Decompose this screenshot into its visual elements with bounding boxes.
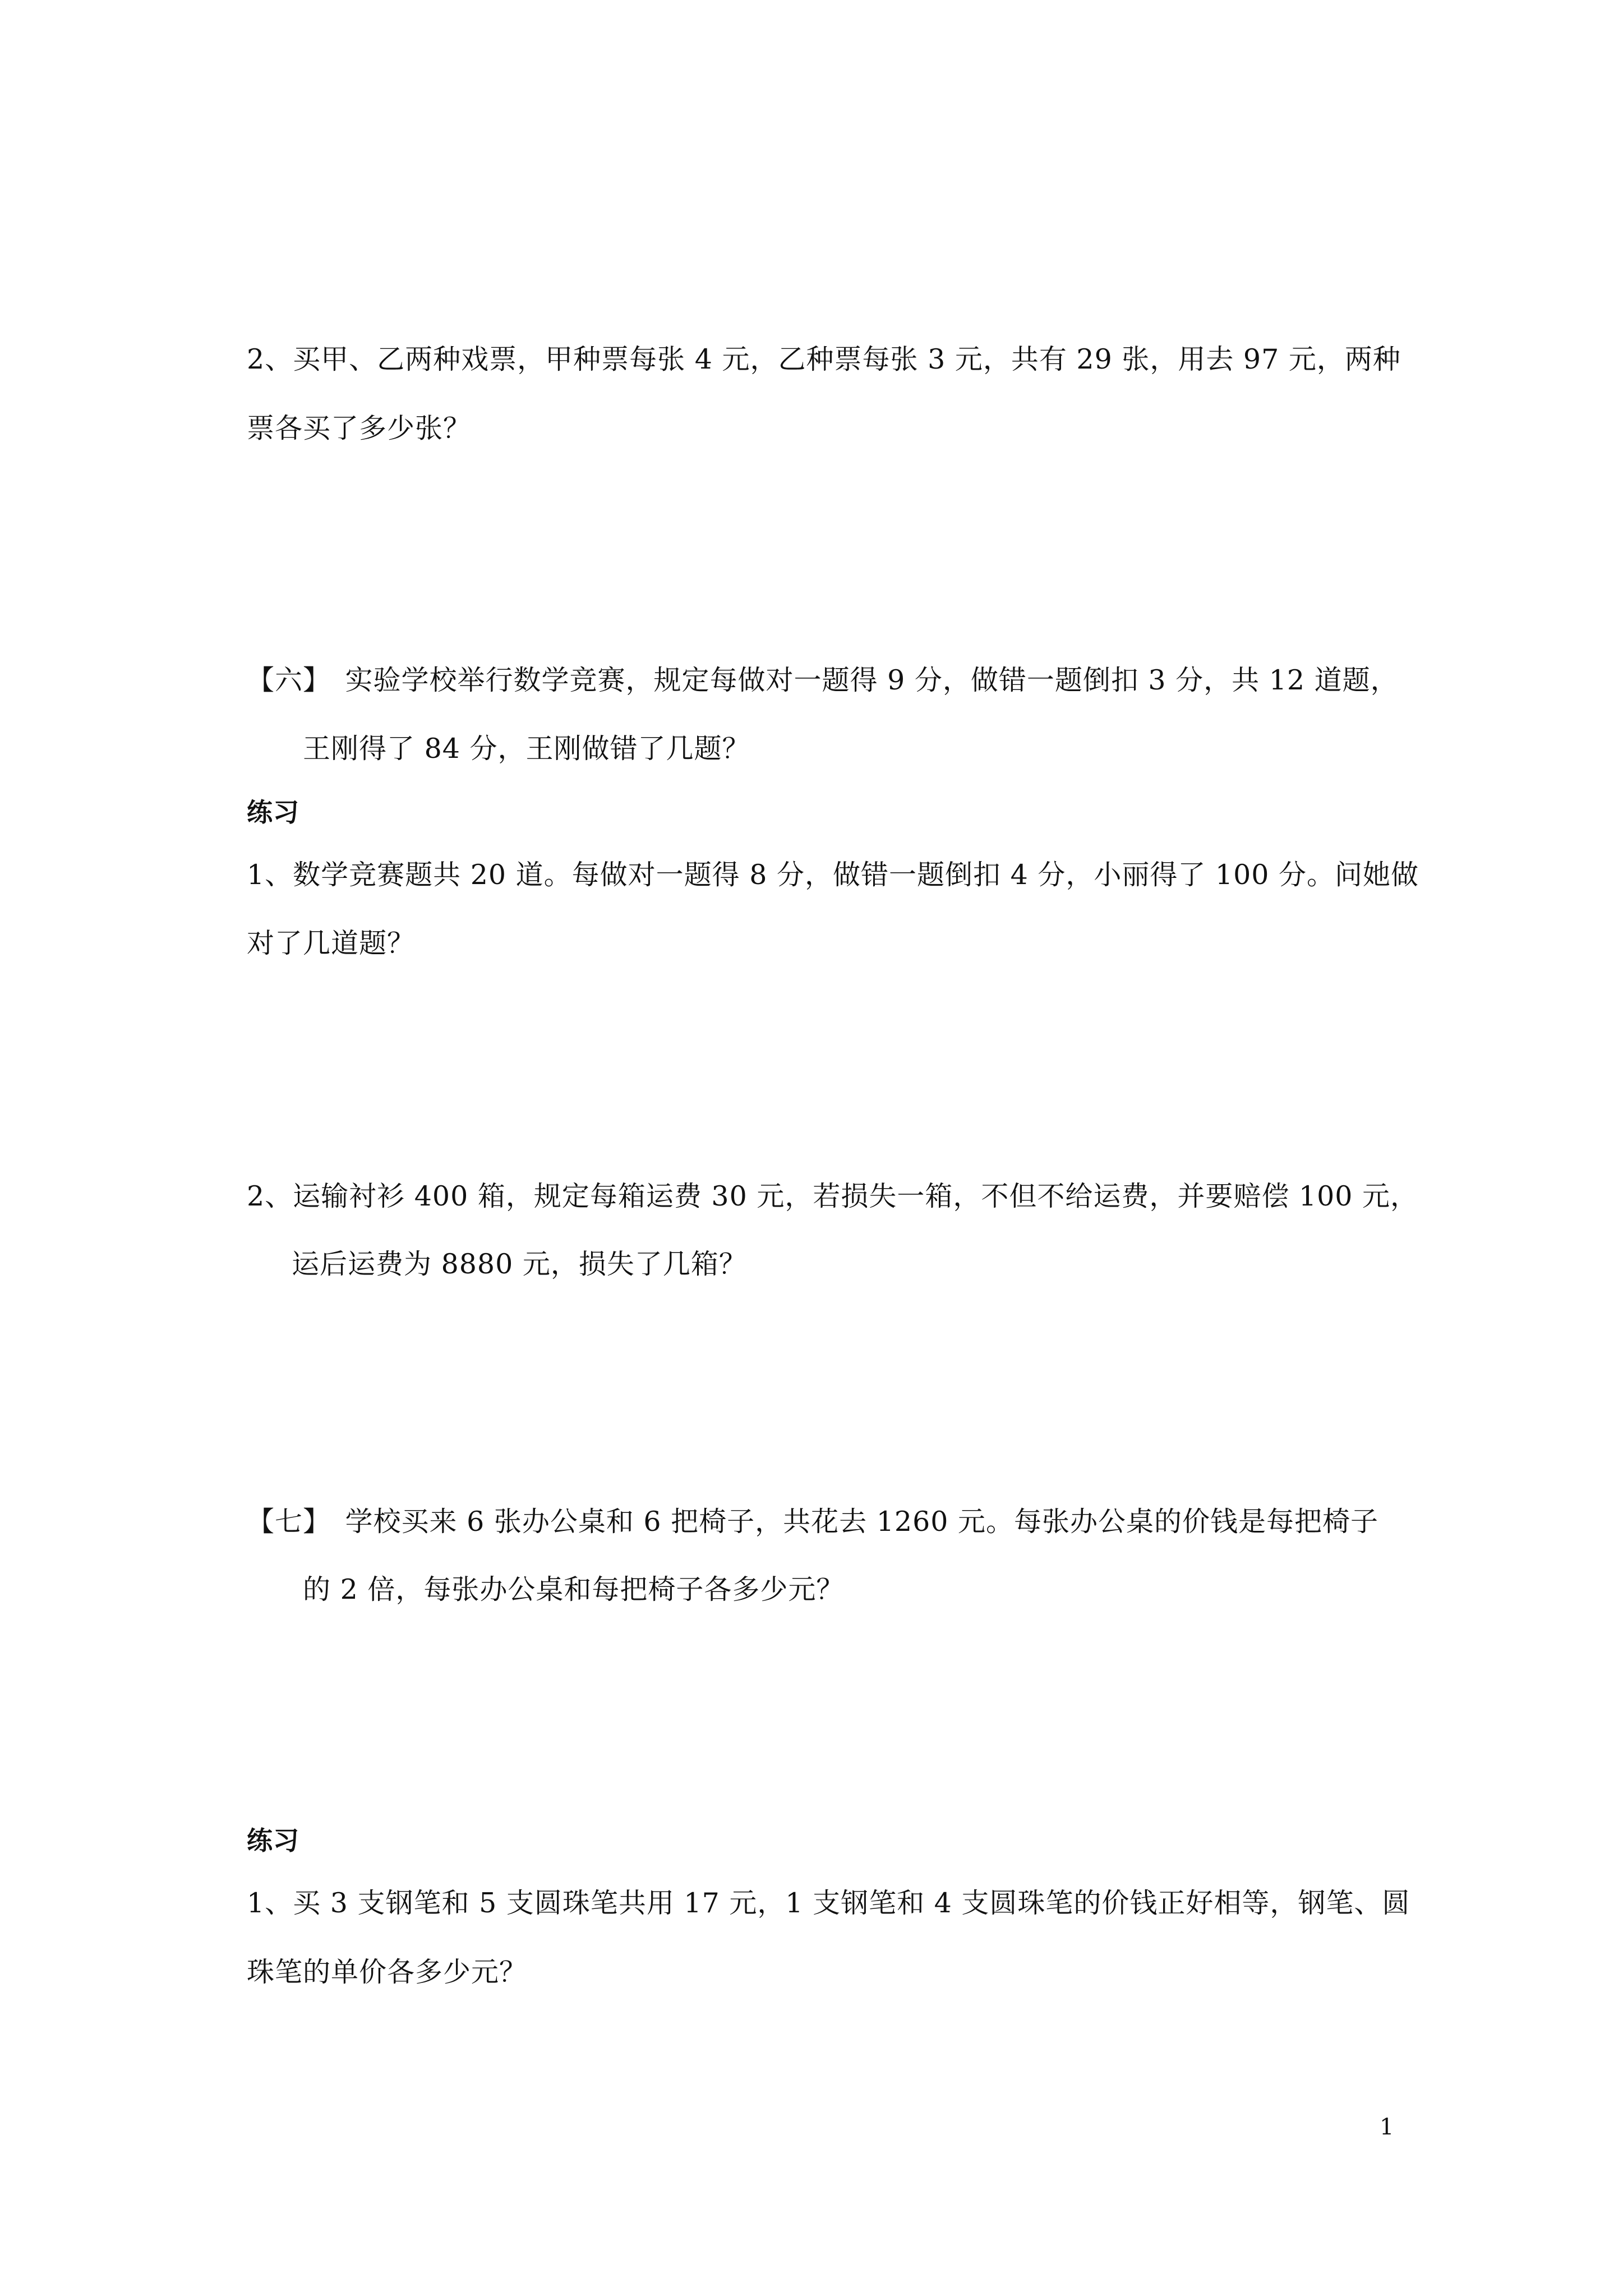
practice-6-q2-line-2: 运后运费为 8880 元，损失了几箱？ xyxy=(292,1248,747,1280)
problem-2-line-2: 票各买了多少张？ xyxy=(247,412,472,444)
practice-heading-2: 练习 xyxy=(247,1825,299,1856)
example-6-line-2: 王刚得了 84 分，王刚做错了几题？ xyxy=(303,733,750,765)
example-6-line-1: 【六】 实验学校举行数学竞赛，规定每做对一题得 9 分，做错一题倒扣 3 分，共 12 道题， xyxy=(247,664,1399,696)
practice-6-q2-line-1: 2、运输衬衫 400 箱，规定每箱运费 30 元，若损失一箱，不但不给运费，并要赔偿 100 元， xyxy=(247,1180,1419,1212)
problem-2-line-1: 2、买甲、乙两种戏票，甲种票每张 4 元，乙种票每张 3 元，共有 29 张，用去 97 元，两种 xyxy=(247,343,1401,375)
practice-heading-1: 练习 xyxy=(247,797,299,827)
practice-7-q1-line-2: 珠笔的单价各多少元？ xyxy=(247,1956,528,1988)
example-7-line-1: 【七】 学校买来 6 张办公桌和 6 把椅子，共花去 1260 元。每张办公桌的价钱是每把椅子 xyxy=(247,1506,1379,1538)
practice-6-q1-line-2: 对了几道题？ xyxy=(247,927,416,959)
practice-6-q1-line-1: 1、数学竞赛题共 20 道。每做对一题得 8 分，做错一题倒扣 4 分，小丽得了 100 分。问她做 xyxy=(247,859,1419,891)
example-7-line-2: 的 2 倍，每张办公桌和每把椅子各多少元？ xyxy=(303,1573,845,1605)
practice-7-q1-line-1: 1、买 3 支钢笔和 5 支圆珠笔共用 17 元，1 支钢笔和 4 支圆珠笔的价钱正好相等，钢笔、圆 xyxy=(247,1887,1410,1919)
page-number: 1 xyxy=(1380,2114,1394,2140)
